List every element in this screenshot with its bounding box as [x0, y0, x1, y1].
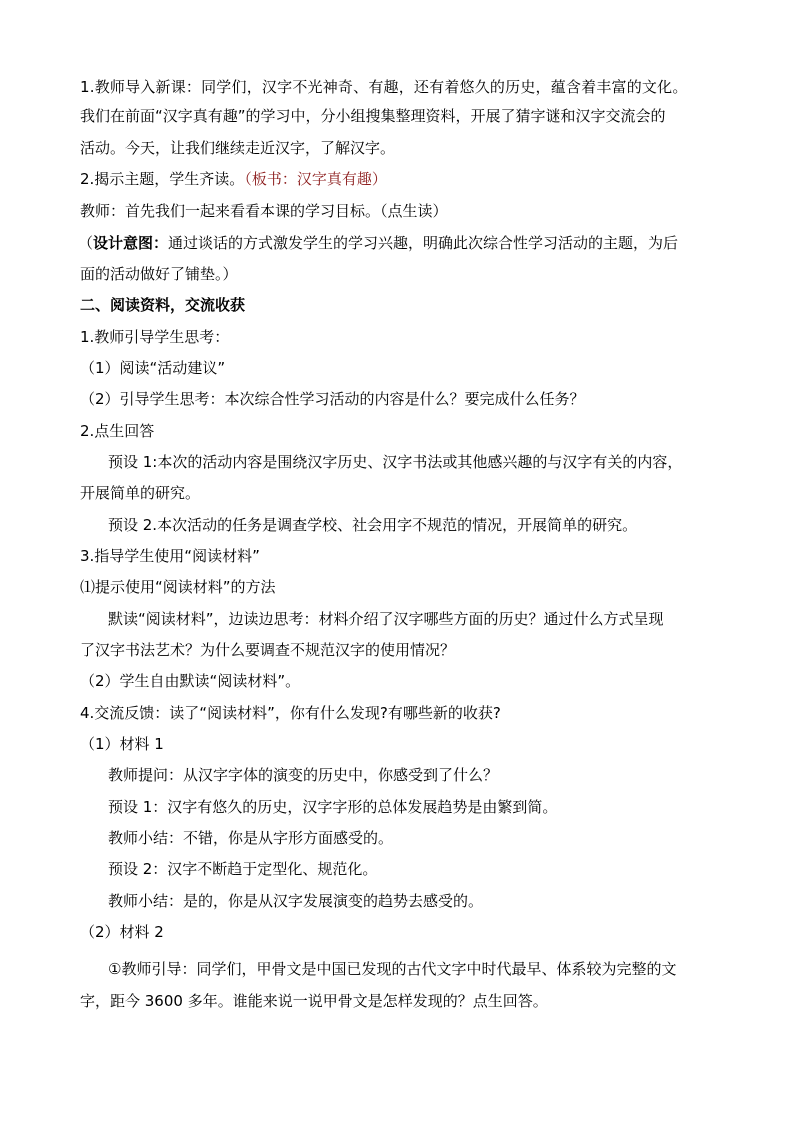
- paragraph-line: 教师小结：是的，你是从汉字发展演变的趋势去感受的。: [108, 892, 484, 910]
- paragraph-line: 1.教师导入新课：同学们，汉字不光神奇、有趣，还有着悠久的历史，蕴含着丰富的文化。: [80, 78, 688, 96]
- paragraph-line: 教师小结：不错，你是从字形方面感受的。: [108, 829, 394, 847]
- paragraph-line: 预设 1:本次的活动内容是围绕汉字历史、汉字书法或其他感兴趣的与汉字有关的内容，: [108, 453, 683, 471]
- board-note: （板书：汉字真有趣）: [244, 170, 387, 188]
- design-intent-label: 设计意图：: [93, 234, 169, 252]
- paragraph-line: 1.教师引导学生思考：: [80, 328, 230, 346]
- paragraph-line: 3.指导学生使用“阅读材料”: [80, 547, 260, 565]
- paragraph-line: 教师提问：从汉字字体的演变的历史中，你感受到了什么？: [108, 766, 499, 784]
- paragraph-line: 预设 1：汉字有悠久的历史，汉字字形的总体发展趋势是由繁到简。: [108, 798, 558, 816]
- paragraph-line: 教师：首先我们一起来看看本课的学习目标。（点生读）: [80, 202, 448, 220]
- design-intent-line: [78, 232, 678, 254]
- paragraph-line: 我们在前面“汉字真有趣”的学习中，分小组搜集整理资料，开展了猜字谜和汉字交流会的: [80, 107, 666, 125]
- paragraph-line: ①教师引导：同学们，甲骨文是中国已发现的古代文字中时代最早、体系较为完整的文: [108, 960, 677, 978]
- paragraph-line: （1）材料 1: [80, 735, 164, 753]
- paragraph-line: [80, 168, 387, 190]
- paragraph-line: 4.交流反馈：读了“阅读材料”，你有什么发现?有哪些新的收获?: [80, 704, 501, 722]
- section-heading: 二、阅读资料，交流收获: [80, 296, 246, 314]
- paragraph-line: 预设 2.本次活动的任务是调查学校、社会用字不规范的情况，开展简单的研究。: [108, 516, 638, 534]
- paragraph-line: 了汉字书法艺术？为什么要调查不规范汉字的使用情况？: [80, 641, 456, 659]
- paragraph-line: （2）材料 2: [80, 923, 164, 941]
- paragraph-line: 预设 2：汉字不断趋于定型化、规范化。: [108, 860, 378, 878]
- paragraph-line: （1）阅读“活动建议”: [80, 359, 226, 377]
- paragraph-line: ⑴提示使用“阅读材料”的方法: [80, 578, 276, 596]
- paragraph-line: 面的活动做好了铺垫。）: [80, 265, 238, 283]
- design-intent-text: 通过谈话的方式激发学生的学习兴趣，明确此次综合性学习活动的主题，为后: [168, 234, 679, 252]
- paragraph-line: 活动。今天，让我们继续走近汉字，了解汉字。: [80, 139, 396, 157]
- paragraph-line: 字，距今 3600 多年。谁能来说一说甲骨文是怎样发现的？点生回答。: [80, 992, 548, 1010]
- open-paren: （: [78, 234, 94, 252]
- paragraph-line: （2）引导学生思考：本次综合性学习活动的内容是什么？要完成什么任务？: [80, 390, 585, 408]
- paragraph-line: 2.点生回答: [80, 422, 155, 440]
- line-text: 2.揭示主题，学生齐读。: [80, 170, 245, 188]
- paragraph-line: （2）学生自由默读“阅读材料”。: [80, 672, 301, 690]
- paragraph-line: 默读“阅读材料”，边读边思考：材料介绍了汉字哪些方面的历史？通过什么方式呈现: [108, 610, 664, 628]
- paragraph-line: 开展简单的研究。: [80, 484, 201, 502]
